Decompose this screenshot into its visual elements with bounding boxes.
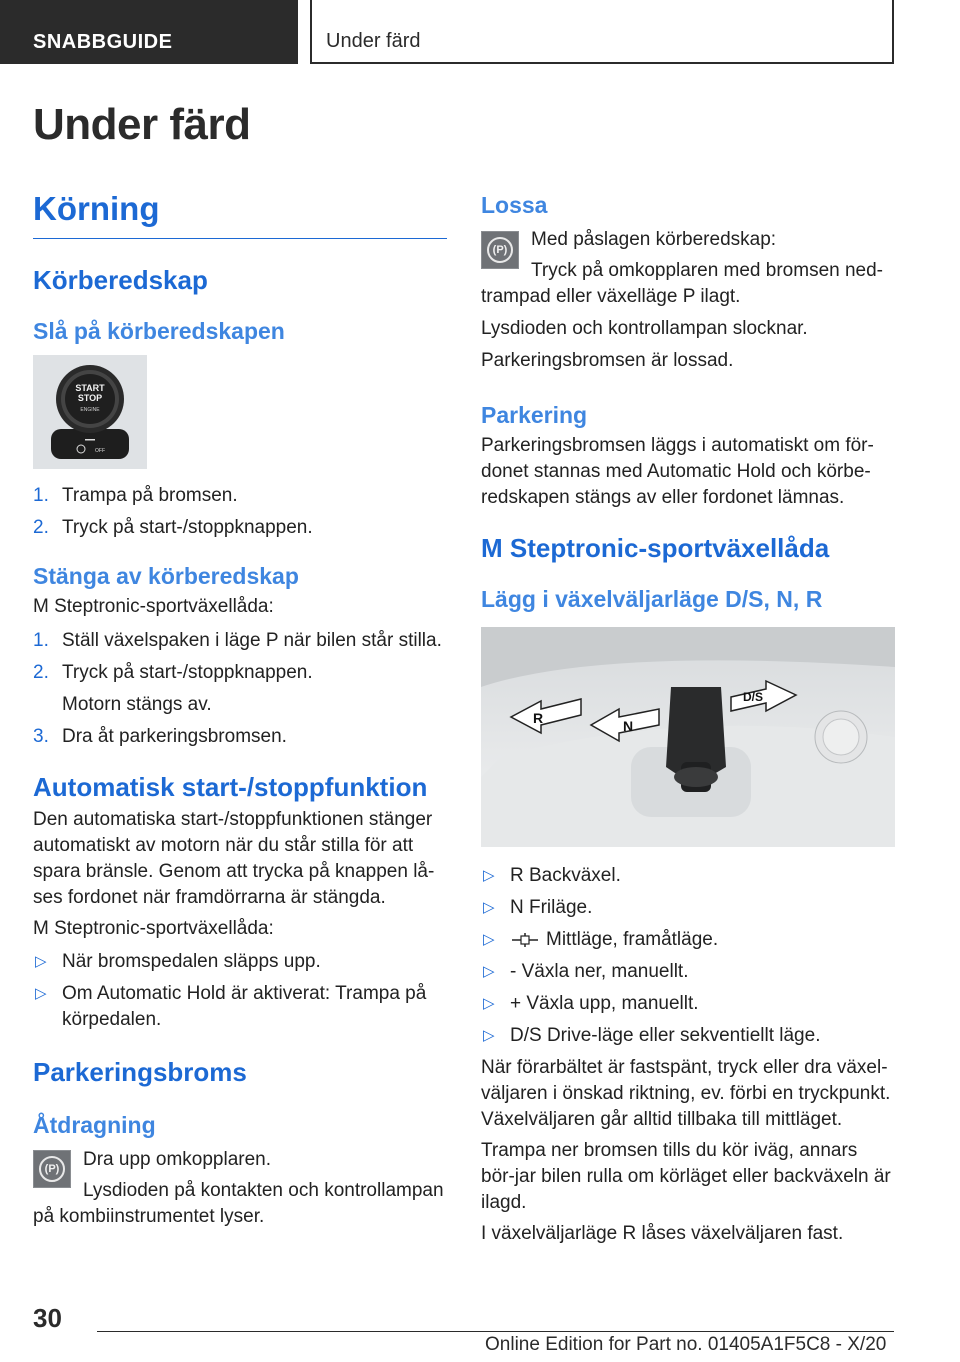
page-number: 30 xyxy=(33,1303,62,1333)
shift-ds-label: D/S xyxy=(743,690,764,704)
heading-stanga-av: Stänga av körberedskap xyxy=(33,563,299,589)
msteptronic-label-2: M Steptronic-sportväxellåda: xyxy=(33,918,274,939)
auto-description: Den automatiska start-/stoppfunktionen stänger automatiskt av motorn när du står stilla för att spara bränsle. Genom att trycka på knappen lå-ses fordonet när framdörrarna är stängda. xyxy=(33,809,435,908)
auto-bullet-list xyxy=(33,949,447,1033)
right-column xyxy=(481,192,895,1252)
start-text: START xyxy=(75,383,105,393)
start-stop-button-icon xyxy=(33,355,147,469)
triangle-bullet-icon: ▷ xyxy=(483,931,495,948)
triangle-bullet-icon: ▷ xyxy=(483,995,495,1012)
lossa-line-2: Tryck på omkopplaren med bromsen ned-trampad eller växelläge P ilagt. xyxy=(481,260,884,307)
msteptronic-label: M Steptronic-sportväxellåda: xyxy=(33,596,274,617)
list-sub-text: Motorn stängs av. xyxy=(62,694,212,715)
list-item: ▷ Mittläge, framåtläge. xyxy=(481,927,895,953)
list-item: ▷ + Växla upp, manuellt. xyxy=(481,991,895,1017)
engine-text: ENGINE xyxy=(80,407,100,413)
list-item: ▷ R Backväxel. xyxy=(481,863,895,889)
shift-para-2: Trampa ner bromsen tills du kör iväg, annars bör-jar bilen rulla om körläget eller backväxeln är ilagd. xyxy=(481,1140,891,1213)
heading-korning: Körning xyxy=(33,190,160,227)
triangle-bullet-icon: ▷ xyxy=(483,867,495,884)
atdragning-block xyxy=(33,1147,447,1235)
triangle-bullet-icon: ▷ xyxy=(35,985,47,1002)
heading-lossa: Lossa xyxy=(481,192,548,218)
heading-sla-pa: Slå på körberedskapen xyxy=(33,318,285,344)
triangle-bullet-icon: ▷ xyxy=(483,1027,495,1044)
triangle-bullet-icon: ▷ xyxy=(35,953,47,970)
page-title: Under färd xyxy=(33,100,251,149)
footer-rule xyxy=(97,1331,894,1332)
parking-brake-icon: (P) xyxy=(33,1150,71,1188)
triangle-bullet-icon: ▷ xyxy=(483,899,495,916)
list-item: 2. Tryck på start-/stoppknappen. xyxy=(33,662,313,683)
heading-lagg-i: Lägg i växelväljarläge D/S, N, R xyxy=(481,586,823,612)
shift-positions-list xyxy=(481,863,895,1049)
lossa-para-3: Parkeringsbromsen är lossad. xyxy=(481,350,734,371)
list-item: ▷ N Friläge. xyxy=(481,895,895,921)
shift-n-label: N xyxy=(623,718,634,734)
heading-atdragning: Åtdragning xyxy=(33,1112,156,1138)
gear-selector-image xyxy=(481,627,895,847)
lossa-para-2: Lysdioden och kontrollampan slocknar. xyxy=(481,318,808,339)
heading-parkeringsbroms: Parkeringsbroms xyxy=(33,1057,247,1087)
heading-auto-start-stop: Automatisk start-/stoppfunktion xyxy=(33,772,428,802)
left-column xyxy=(33,190,447,1235)
header-chapter-tab xyxy=(310,0,894,64)
lossa-block xyxy=(481,227,895,310)
header-chapter-label: Under färd xyxy=(326,30,421,52)
heading-rule xyxy=(33,238,447,239)
list-item: 1. Ställ växelspaken i läge P när bilen står stilla. xyxy=(33,630,442,651)
shift-para-1: När förarbältet är fastspänt, tryck eller dra växel-väljaren i önskad riktning, ev. förbi en tryckpunkt. Växelväljaren går alltid tillbaka till mittläget. xyxy=(481,1057,891,1130)
heading-parkering: Parkering xyxy=(481,402,588,428)
atdragning-line-1: Dra upp omkopplaren. xyxy=(83,1149,271,1170)
triangle-bullet-icon: ▷ xyxy=(483,963,495,980)
list-item: 1. Trampa på bromsen. xyxy=(33,485,238,506)
heading-m-steptronic: M Steptronic-sportväxellåda xyxy=(481,533,830,563)
gear-selector-illustration xyxy=(481,627,895,847)
shift-para-3: I växelväljarläge R låses växelväljaren fast. xyxy=(481,1223,844,1244)
list-item: 2. Tryck på start-/stoppknappen. xyxy=(33,517,313,538)
list-item: ▷ - Växla ner, manuellt. xyxy=(481,959,895,985)
steps-on-list xyxy=(33,483,447,541)
atdragning-line-2: Lysdioden på kontakten och kontrollampan på kombiinstrumentet lyser. xyxy=(33,1180,444,1227)
stop-text: STOP xyxy=(77,393,103,403)
list-item: 3. Dra åt parkeringsbromsen. xyxy=(33,726,287,747)
steps-off-list xyxy=(33,628,447,750)
start-stop-button-image xyxy=(33,355,147,469)
lossa-line-1: Med påslagen körberedskap: xyxy=(531,229,777,250)
list-item: ▷ D/S Drive-läge eller sekventiellt läge. xyxy=(481,1023,895,1049)
header-section-label: SNABBGUIDE xyxy=(33,31,173,53)
off-text: OFF xyxy=(95,448,105,454)
parkering-para: Parkeringsbromsen läggs i automatiskt om för-donet stannas med Automatic Hold och körbe-redskapen stängs av eller fordonet lämnas. xyxy=(481,435,874,508)
center-position-icon xyxy=(510,931,540,949)
header-section-tab xyxy=(0,0,298,64)
list-item: ▷ Om Automatic Hold är aktiverat: Trampa på körpedalen. xyxy=(35,983,427,1030)
shift-r-label: R xyxy=(533,710,544,726)
footer-edition: Online Edition for Part no. 01405A1F5C8 - X/20 xyxy=(485,1334,887,1355)
heading-korberedskap: Körberedskap xyxy=(33,265,208,295)
list-item: ▷ När bromspedalen släpps upp. xyxy=(33,949,447,975)
parking-brake-icon: (P) xyxy=(481,231,519,269)
